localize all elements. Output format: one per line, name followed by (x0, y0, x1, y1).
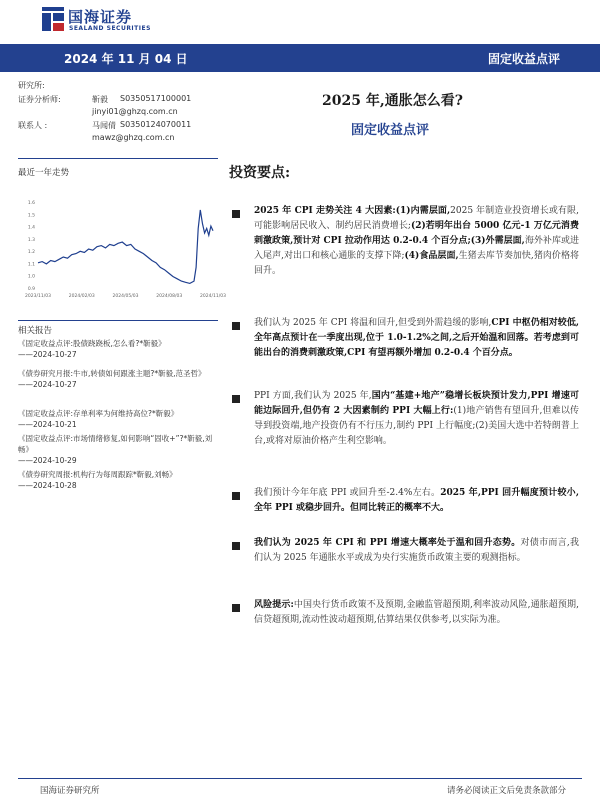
analyst-label: 证券分析师: (18, 95, 61, 104)
x-tick-label: 2024/08/03 (156, 294, 183, 299)
x-tick-label: 2023/11/03 (25, 294, 51, 299)
bullet-marker (232, 322, 240, 330)
point-text-segment: 风险提示: (254, 600, 294, 610)
y-tick-label: 1.6 (27, 201, 35, 206)
y-tick-label: 1.5 (27, 213, 35, 219)
y-tick-label: 1.3 (27, 237, 35, 243)
company-logo (42, 6, 192, 36)
y-tick-label: 1.0 (27, 274, 35, 280)
point-text-segment: 对债市而言,我们认为 2025 年通胀水平或成为央行实施货币政策主要的观测指标。 (254, 538, 579, 563)
research-label: 研究所: (18, 81, 45, 90)
point-paragraph-4 (254, 486, 579, 516)
trend-line (38, 210, 213, 283)
related-report-title: 《固定收益点评:市场情绪修复,如何影响“固收+”?*靳毅,刘畅》 (18, 434, 213, 454)
point-text-segment: 国内“基建+地产”稳增长板块预计发力,PPI 增速可能边际回升,但仍有 2 大因素制约 PPI 大幅上行: (254, 391, 579, 416)
related-report-title: 《固定收益点评:股债跷跷板,怎么看?*靳毅》 (18, 339, 166, 348)
analyst-email: jinyi01@ghzq.com.cn (92, 107, 178, 116)
bullet-marker (232, 604, 240, 612)
report-date: 2024 年 11 月 04 日 (64, 52, 188, 66)
point-text-segment: 生猪去库节奏加快,猪肉价格将回升。 (254, 251, 579, 276)
x-tick-label: 2024/02/03 (68, 294, 95, 299)
logo-english-name: SEALAND SECURITIES (69, 25, 151, 32)
related-report-title: 《固定收益点评:存单利率为何维持高位?*靳毅》 (18, 409, 179, 418)
related-report-date: ——2024-10-27 (18, 380, 77, 389)
point-text-segment: PPI 方面,我们认为 2025 年, (254, 391, 372, 401)
contact-label: 联系人 : (18, 121, 48, 130)
related-report-title: 《债券研究周报:机构行为每周跟踪*靳毅,刘畅》 (18, 470, 177, 479)
point-paragraph-1 (254, 204, 579, 279)
related-report-1[interactable] (18, 338, 218, 360)
point-text-segment: (1)地产销售有望回升,但难以传导到投资端,地产投资仍有不行压力,制约 PPI 上行幅度;(2)美国大选中若特朗普上台,或将对原油价格产生利空影响。 (254, 406, 579, 446)
bullet-marker (232, 210, 240, 218)
report-title: 2025 年,通胀怎么看? (322, 93, 463, 109)
related-reports-heading: 相关报告 (18, 326, 53, 336)
footer-institute: 国海证券研究所 (40, 786, 100, 796)
logo-chinese-name: 国海证券 (68, 8, 133, 26)
point-paragraph-5 (254, 536, 579, 566)
point-text-segment: 2025 年,PPI 回升幅度预计较小,全年 PPI 或稳步回升。但同比转正的概率不大。 (254, 488, 580, 513)
point-text-segment: 我们认为 2025 年 CPI 和 PPI 增速大概率处于温和回升态势。 (254, 538, 521, 548)
related-report-title: 《债券研究月报:牛市,转债如何跟涨主题?*靳毅,范圣哲》 (18, 369, 206, 378)
bullet-marker (232, 492, 240, 500)
point-text-segment: 我们预计今年年底 PPI 或回升至-2.4%左右。 (254, 488, 441, 498)
x-tick-label: 2024/05/03 (112, 294, 139, 299)
point-text-segment: 我们认为 2025 年 CPI 将温和回升,但受到外需趋缓的影响, (254, 318, 492, 328)
related-report-date: ——2024-10-28 (18, 481, 77, 490)
point-text-segment: (4)食品层面, (404, 251, 459, 261)
contact-email: mawz@ghzq.com.cn (92, 133, 175, 142)
report-category: 固定收益点评 (487, 52, 560, 66)
related-report-2[interactable] (18, 368, 218, 390)
point-text-segment: CPI 中枢仍相对较低,全年高点预计在一季度出现,位于 1.0-1.2%之间,之后开始温和回落。若考虑到可能出台的消费刺激政策,CPI 有望再额外增加 0.2-0.4 个百分点。 (254, 318, 579, 358)
y-tick-label: 1.4 (27, 225, 35, 231)
related-report-date: ——2024-10-27 (18, 350, 77, 359)
analyst-id: S0350517100001 (120, 94, 192, 103)
bullet-marker (232, 542, 240, 550)
footer-disclaimer-link[interactable]: 请务必阅读正文后免责条款部分 (446, 786, 566, 796)
trend-heading: 最近一年走势 (18, 168, 70, 178)
point-text-segment: 2025 年 CPI 走势关注 4 大因素:(1)内需层面, (254, 206, 451, 216)
x-tick-label: 2024/11/03 (200, 294, 226, 299)
sidebar-divider-2 (18, 320, 218, 321)
related-report-4[interactable] (18, 433, 218, 466)
point-text-segment: (2)若明年出台 5000 亿元-1 万亿元消费刺激政策,预计对 CPI 拉动作用达 0.2-0.4 个百分点;(3)外需层面, (254, 221, 579, 246)
contact-name: 马闻倩 (92, 121, 116, 130)
point-paragraph-3 (254, 389, 579, 449)
report-subtitle: 固定收益点评 (351, 123, 430, 138)
related-report-3[interactable] (18, 408, 218, 430)
y-tick-label: 0.9 (27, 287, 35, 292)
sidebar-divider (18, 158, 218, 159)
key-points-heading: 投资要点: (229, 165, 291, 181)
y-tick-label: 1.1 (27, 262, 35, 268)
related-report-5[interactable] (18, 469, 218, 491)
bullet-marker (232, 395, 240, 403)
point-paragraph-6 (254, 598, 579, 628)
point-text-segment: 海外补库或进入尾声,对出口和核心通胀的支撑下降; (254, 236, 579, 261)
company-logo-mark (42, 7, 64, 31)
point-paragraph-2 (254, 316, 579, 361)
related-report-date: ——2024-10-29 (18, 456, 77, 465)
point-text-segment: 中国央行货币政策不及预期,金融监管超预期,利率波动风险,通胀超预期,信贷超预期,流动性波动超预期,估算结果仅供参考,以实际为准。 (254, 600, 580, 625)
point-text-segment: 2025 年制造业投资增长或有限,可能影响居民收入、制约居民消费增长; (254, 206, 579, 231)
y-tick-label: 1.2 (27, 250, 35, 256)
footer-divider (18, 778, 582, 779)
one-year-trend-chart (18, 196, 226, 306)
related-report-date: ——2024-10-21 (18, 420, 77, 429)
analyst-name: 靳毅 (92, 95, 108, 104)
contact-id: S0350124070011 (120, 120, 192, 129)
